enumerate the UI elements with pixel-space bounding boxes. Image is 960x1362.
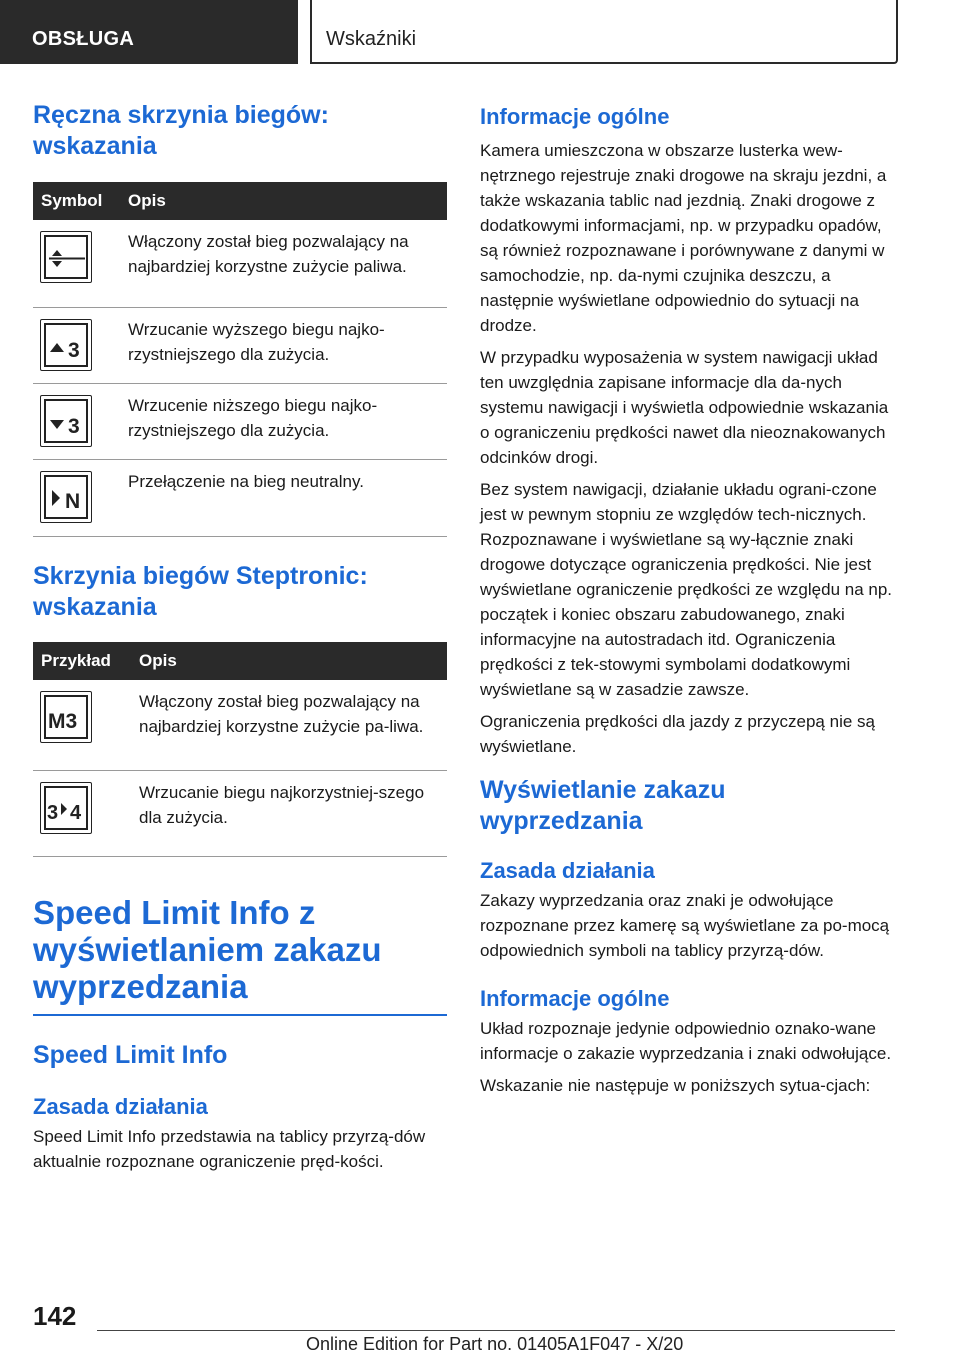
shift-neutral-icon bbox=[40, 471, 92, 523]
general-info-paragraph: Wskazanie nie następuje w poniższych sytua-cjach: bbox=[480, 1076, 871, 1095]
table-row bbox=[33, 384, 447, 460]
shift-down-3-icon bbox=[40, 395, 92, 447]
steptronic-heading: Skrzynia biegów Steptronic: wskazania bbox=[33, 562, 368, 621]
table-header-description: Opis bbox=[139, 642, 447, 680]
gear-m3-icon bbox=[40, 691, 92, 743]
no-overtaking-heading: Wyświetlanie zakazu wyprzedzania bbox=[480, 776, 726, 835]
left-column bbox=[33, 100, 447, 1174]
footer-divider bbox=[97, 1330, 895, 1331]
principle-heading: Zasada działania bbox=[33, 1094, 208, 1119]
table-cell-desc: Wrzucanie wyższego biegu najko-rzystniejszego dla zużycia. bbox=[128, 320, 385, 364]
manual-gearbox-heading: Ręczna skrzynia biegów: wskazania bbox=[33, 101, 329, 160]
principle-heading: Zasada działania bbox=[480, 858, 655, 883]
right-column bbox=[480, 100, 894, 1098]
svg-text:3: 3 bbox=[47, 802, 59, 824]
shift-up-3-icon bbox=[40, 319, 92, 371]
header-section-tab bbox=[0, 0, 298, 64]
general-info-paragraph: Ograniczenia prędkości dla jazdy z przyczepą nie są wyświetlane. bbox=[480, 712, 875, 756]
table-cell-desc: Przełączenie na bieg neutralny. bbox=[128, 472, 364, 491]
table-row bbox=[33, 680, 447, 771]
svg-text:N: N bbox=[65, 490, 81, 513]
speed-limit-main-heading: Speed Limit Info z wyświetlaniem zakazu wyprzedzania bbox=[33, 894, 382, 1005]
general-info-paragraph: Bez system nawigacji, działanie układu ograni-czone jest w pewnym stopniu ze względów tech-nicznych. Rozpoznawane i wyświetlane są wy-łącznie znaki drogowe dotyczące ograniczenia prędkości. Nie jest wyświetlane ograniczenie prędkości ze względu na np. początek i koniec obszaru zabudowanego, znaki informacyjne na autostradach itd. Ograniczenia prędkości z tek-stowymi symbolami dodatkowymi wyświetlane są w zasadzie zawsze. bbox=[480, 480, 893, 699]
header-chapter-tab bbox=[310, 0, 898, 64]
manual-gearbox-table bbox=[33, 182, 447, 537]
table-header-example: Przykład bbox=[33, 642, 139, 680]
table-row bbox=[33, 771, 447, 857]
general-info-paragraph: Układ rozpoznaje jedynie odpowiednio oznako-wane informacje o zakazie wyprzedzania i znaki odwołujące. bbox=[480, 1019, 892, 1063]
table-header-description: Opis bbox=[128, 182, 447, 220]
table-cell-desc: Włączony został bieg pozwalający na najbardziej korzystne zużycie paliwa. bbox=[128, 232, 409, 276]
shift-optimal-icon bbox=[40, 231, 92, 283]
principle-text: Zakazy wyprzedzania oraz znaki je odwołujące rozpoznane przez kamerę są wyświetlane za po-mocą odpowiednich symboli na tablicy przyrzą-dów. bbox=[480, 891, 890, 960]
general-info-heading: Informacje ogólne bbox=[480, 104, 670, 129]
table-cell-desc: Wrzucanie biegu najkorzystniej-szego dla zużycia. bbox=[139, 783, 425, 827]
table-header-row bbox=[33, 642, 447, 680]
general-info-paragraph: W przypadku wyposażenia w system nawigacji układ ten uwzględnia zapisane informacje dla da-nych systemu nawigacji i wyświetla odpowiednie wskazania o ograniczeniu prędkości nawet dla nieoznakowanych odcinków drogi. bbox=[480, 348, 889, 467]
table-cell-desc: Włączony został bieg pozwalający na najbardziej korzystne zużycie pa-liwa. bbox=[139, 692, 424, 736]
svg-text:4: 4 bbox=[70, 802, 82, 824]
speed-limit-info-heading: Speed Limit Info bbox=[33, 1041, 228, 1069]
general-info-heading: Informacje ogólne bbox=[480, 986, 670, 1011]
principle-text: Speed Limit Info przedstawia na tablicy przyrzą-dów aktualnie rozpoznane ograniczenie pręd-kości. bbox=[33, 1127, 426, 1171]
gear-3-to-4-icon bbox=[40, 782, 92, 834]
svg-text:3: 3 bbox=[68, 415, 80, 438]
table-header-row bbox=[33, 182, 447, 220]
table-row bbox=[33, 460, 447, 537]
page-number: 142 bbox=[33, 1301, 77, 1331]
footer-edition: Online Edition for Part no. 01405A1F047 - X/20 bbox=[306, 1334, 684, 1354]
header-chapter-label: Wskaźniki bbox=[326, 28, 417, 50]
svg-text:M3: M3 bbox=[48, 710, 78, 733]
table-cell-desc: Wrzucenie niższego biegu najko-rzystniejszego dla zużycia. bbox=[128, 396, 378, 440]
table-row bbox=[33, 220, 447, 308]
table-header-symbol: Symbol bbox=[33, 182, 128, 220]
general-info-paragraph: Kamera umieszczona w obszarze lusterka wew-nętrznego rejestruje znaki drogowe na skraju jezdni, a także wskazania tablic nad jezdnią. Znaki drogowe z dodatkowymi informacjami, np. w przypadku opadów, są również rozpoznawane i porównywane z danymi w samochodzie, np. da-nymi czujnika deszczu, a następnie wyświetlane odpowiednio do sytuacji na drodze. bbox=[480, 141, 887, 335]
steptronic-table bbox=[33, 642, 447, 857]
header-section-label: OBSŁUGA bbox=[32, 28, 135, 50]
svg-text:3: 3 bbox=[68, 339, 80, 362]
heading-divider bbox=[33, 1014, 447, 1016]
table-row bbox=[33, 308, 447, 384]
